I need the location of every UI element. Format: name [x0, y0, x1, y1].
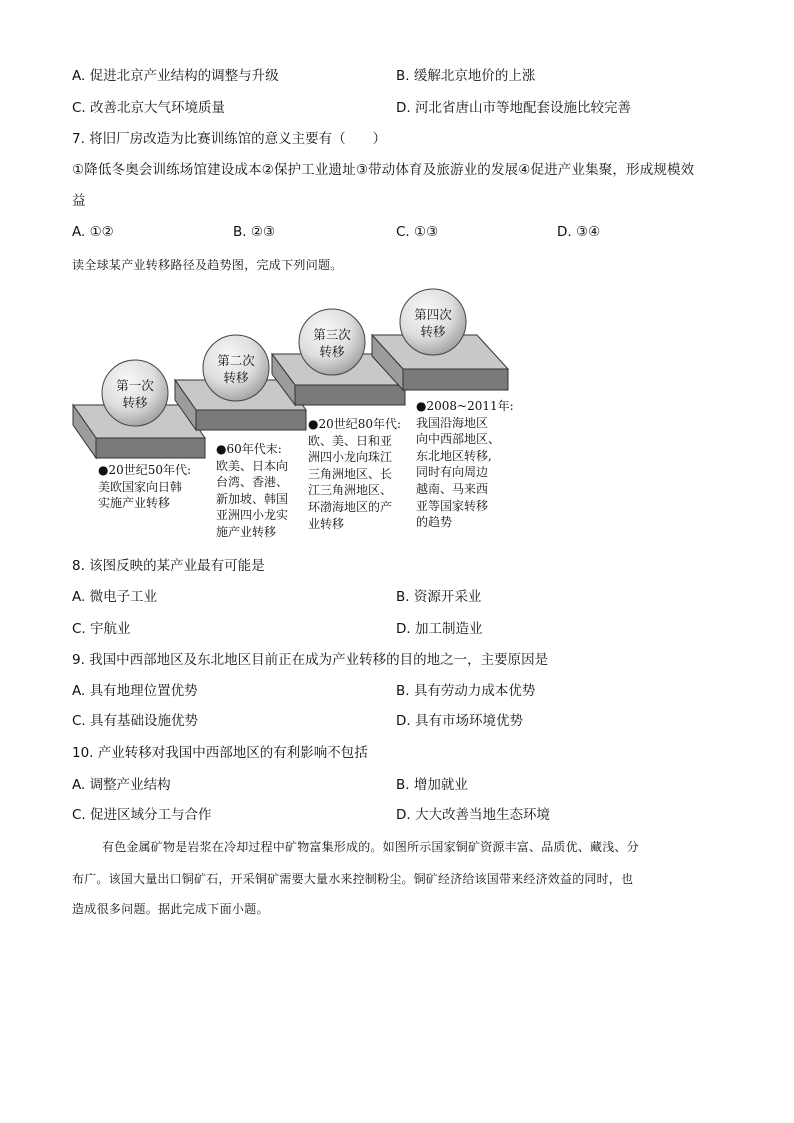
caption-stage-4	[416, 398, 514, 531]
caption-stage-1-line: 美欧国家向日韩	[98, 479, 183, 494]
passage-line-3: 造成很多问题。据此完成下面小题。	[72, 902, 269, 916]
q9-option-d: D. 具有市场环境优势	[396, 713, 523, 729]
q7-statements-line1: ①降低冬奥会训练场馆建设成本②保护工业遗址③带动体育及旅游业的发展④促进产业集聚，形成规模效	[72, 162, 695, 178]
q8-option-c: C. 宇航业	[72, 621, 131, 637]
stage-ball-2	[203, 335, 269, 401]
caption-stage-2-line: ●60年代末:	[216, 442, 282, 456]
q10-option-d: D. 大大改善当地生态环境	[396, 807, 550, 823]
q9-option-c: C. 具有基础设施优势	[72, 713, 199, 729]
caption-stage-4-line: 我国沿海地区	[416, 415, 489, 430]
caption-stage-2	[216, 441, 288, 541]
caption-stage-3-line: 环渤海地区的产	[308, 499, 393, 514]
caption-stage-3-line: ●20世纪80年代:	[308, 417, 402, 431]
q9-option-a: A. 具有地理位置优势	[72, 683, 198, 699]
q7-option-d: D. ③④	[557, 224, 601, 240]
caption-stage-3	[308, 416, 401, 532]
q10-stem: 10. 产业转移对我国中西部地区的有利影响不包括	[72, 745, 368, 761]
stage-3-label-line2: 转移	[319, 344, 345, 359]
q8-stem: 8. 该图反映的某产业最有可能是	[72, 558, 265, 574]
caption-stage-2-line: 亚洲四小龙实	[216, 508, 289, 523]
caption-stage-3-line: 洲四小龙向珠江	[308, 450, 393, 465]
q6-option-c: C. 改善北京大气环境质量	[72, 100, 226, 116]
caption-stage-2-line: 台湾、香港、	[216, 475, 289, 490]
stage-4-label-line2: 转移	[420, 324, 446, 339]
q7-stem: 7. 将旧厂房改造为比赛训练馆的意义主要有（ ）	[72, 131, 387, 147]
stage-4-label-line1: 第四次	[414, 307, 452, 322]
caption-stage-4-line: 亚等国家转移	[416, 498, 489, 513]
caption-stage-3-line: 江三角洲地区、	[308, 483, 393, 498]
passage-line-2: 布广。该国大量出口铜矿石，开采铜矿需要大量水来控制粉尘。铜矿经济给该国带来经济效益的同时，也	[72, 872, 634, 886]
q10-option-b: B. 增加就业	[396, 777, 468, 793]
q10-option-a: A. 调整产业结构	[72, 777, 171, 793]
caption-stage-4-line: ●2008~2011年:	[416, 399, 514, 413]
caption-stage-4-line: 同时有向周边	[416, 465, 489, 480]
q10-option-c: C. 促进区域分工与合作	[72, 807, 212, 823]
q7-option-b: B. ②③	[233, 224, 276, 240]
q8-option-b: B. 资源开采业	[396, 589, 482, 605]
stage-3-label-line1: 第三次	[313, 327, 351, 342]
q7-option-a: A. ①②	[72, 224, 114, 240]
q9-stem: 9. 我国中西部地区及东北地区目前正在成为产业转移的目的地之一，主要原因是	[72, 652, 549, 668]
caption-stage-4-line: 越南、马来西	[416, 481, 489, 496]
caption-stage-1	[98, 462, 191, 512]
caption-stage-1-line: ●20世纪50年代:	[98, 463, 192, 477]
caption-stage-4-line: 的趋势	[416, 515, 453, 530]
caption-stage-3-line: 三角洲地区、长	[308, 466, 393, 481]
q9-option-b: B. 具有劳动力成本优势	[396, 683, 536, 699]
stage-ball-3	[299, 309, 365, 375]
caption-stage-2-line: 欧美、日本向	[216, 458, 289, 473]
q6-option-a: A. 促进北京产业结构的调整与升级	[72, 68, 279, 84]
caption-stage-4-line: 向中西部地区、	[416, 432, 501, 447]
stage-2-label-line1: 第二次	[217, 353, 255, 368]
caption-stage-4-line: 东北地区转移,	[416, 448, 492, 463]
q7-option-c: C. ①③	[396, 224, 439, 240]
q8-option-d: D. 加工制造业	[396, 621, 483, 637]
stage-1-label-line2: 转移	[122, 395, 148, 410]
stage-2-label-line2: 转移	[223, 370, 249, 385]
stage-1-label-line1: 第一次	[116, 378, 154, 393]
caption-stage-3-line: 欧、美、日和亚	[308, 433, 393, 448]
q6-option-d: D. 河北省唐山市等地配套设施比较完善	[396, 100, 631, 116]
q7-statements-line2: 益	[72, 193, 86, 209]
caption-stage-1-line: 实施产业转移	[98, 496, 171, 511]
stage-ball-4	[400, 289, 466, 355]
caption-stage-3-line: 业转移	[308, 516, 345, 531]
passage-line-1: 有色金属矿物是岩浆在冷却过程中矿物富集形成的。如图所示国家铜矿资源丰富、品质优、藏浅、分	[102, 840, 639, 854]
stage-ball-1	[102, 360, 168, 426]
caption-stage-2-line: 施产业转移	[216, 524, 277, 539]
caption-stage-2-line: 新加坡、韩国	[216, 491, 289, 506]
q6-option-b: B. 缓解北京地价的上涨	[396, 68, 536, 84]
q8-option-a: A. 微电子工业	[72, 589, 158, 605]
figure-intro: 读全球某产业转移路径及趋势图，完成下列问题。	[72, 258, 343, 272]
